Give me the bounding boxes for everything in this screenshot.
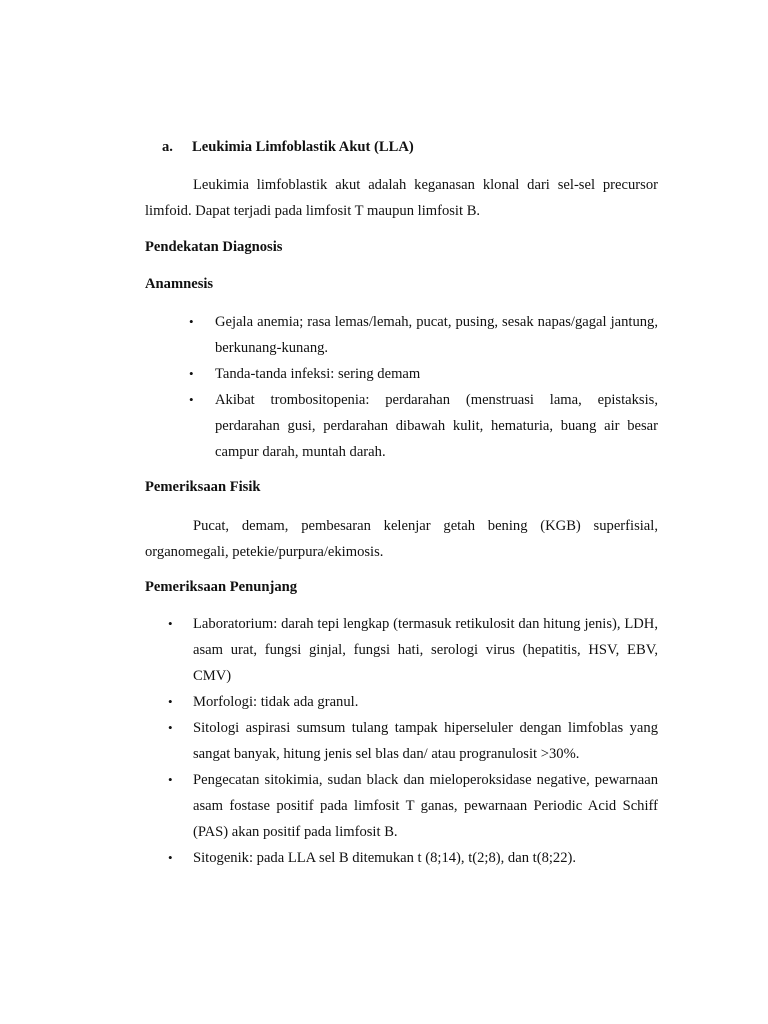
penunjang-heading: Pemeriksaan Penunjang	[145, 579, 298, 595]
list-item-text: Laboratorium: darah tepi lengkap (termasuk retikulosit dan hitung jenis), LDH, asam urat, fungsi ginjal, fungsi hati, serologi virus (hepatitis, HSV, EBV, CMV)	[193, 616, 658, 684]
bullet-icon: •	[168, 720, 173, 735]
fisik-heading: Pemeriksaan Fisik	[145, 479, 261, 495]
fisik-paragraph: Pucat, demam, pembesaran kelenjar getah bening (KGB) superfisial, organomegali, petekie/purpura/ekimosis.	[145, 518, 658, 560]
bullet-icon: •	[168, 772, 173, 787]
anamnesis-list	[189, 309, 658, 465]
section-title: Leukimia Limfoblastik Akut (LLA)	[192, 139, 414, 155]
list-item-text: Sitogenik: pada LLA sel B ditemukan t (8;14), t(2;8), dan t(8;22).	[193, 850, 577, 866]
list-item	[189, 309, 658, 361]
diagnosis-heading: Pendekatan Diagnosis	[145, 239, 283, 255]
bullet-icon: •	[189, 366, 194, 381]
list-item-text: Tanda-tanda infeksi: sering demam	[215, 366, 421, 382]
list-item-text: Sitologi aspirasi sumsum tulang tampak hiperseluler dengan limfoblas yang sangat banyak, hitung jenis sel blas dan/ atau progranulosit >30%.	[193, 720, 658, 762]
list-item	[189, 387, 658, 465]
section-marker: a.	[162, 139, 173, 155]
bullet-icon: •	[168, 694, 173, 709]
list-item-text: Morfologi: tidak ada granul.	[193, 694, 359, 710]
bullet-icon: •	[189, 314, 194, 329]
anamnesis-heading: Anamnesis	[145, 276, 214, 292]
list-item	[168, 611, 658, 689]
list-item-text: Akibat trombositopenia: perdarahan (menstruasi lama, epistaksis, perdarahan gusi, perdarahan dibawah kulit, hematuria, buang air besar campur darah, muntah darah.	[215, 392, 658, 460]
list-item	[189, 361, 658, 387]
section-heading-lla	[162, 134, 414, 160]
bullet-icon: •	[168, 616, 173, 631]
list-item	[168, 767, 658, 845]
intro-paragraph: Leukimia limfoblastik akut adalah keganasan klonal dari sel-sel precursor limfoid. Dapat terjadi pada limfosit T maupun limfosit B.	[145, 177, 658, 219]
bullet-icon: •	[189, 392, 194, 407]
list-item	[168, 845, 658, 871]
penunjang-list	[168, 611, 658, 871]
list-item-text: Pengecatan sitokimia, sudan black dan mieloperoksidase negative, pewarnaan asam fostase positif pada limfosit T ganas, pewarnaan Periodic Acid Schiff (PAS) akan positif pada limfosit B.	[193, 772, 658, 840]
bullet-icon: •	[168, 850, 173, 865]
list-item-text: Gejala anemia; rasa lemas/lemah, pucat, pusing, sesak napas/gagal jantung, berkunang-kunang.	[215, 314, 658, 356]
list-item	[168, 689, 658, 715]
list-item	[168, 715, 658, 767]
